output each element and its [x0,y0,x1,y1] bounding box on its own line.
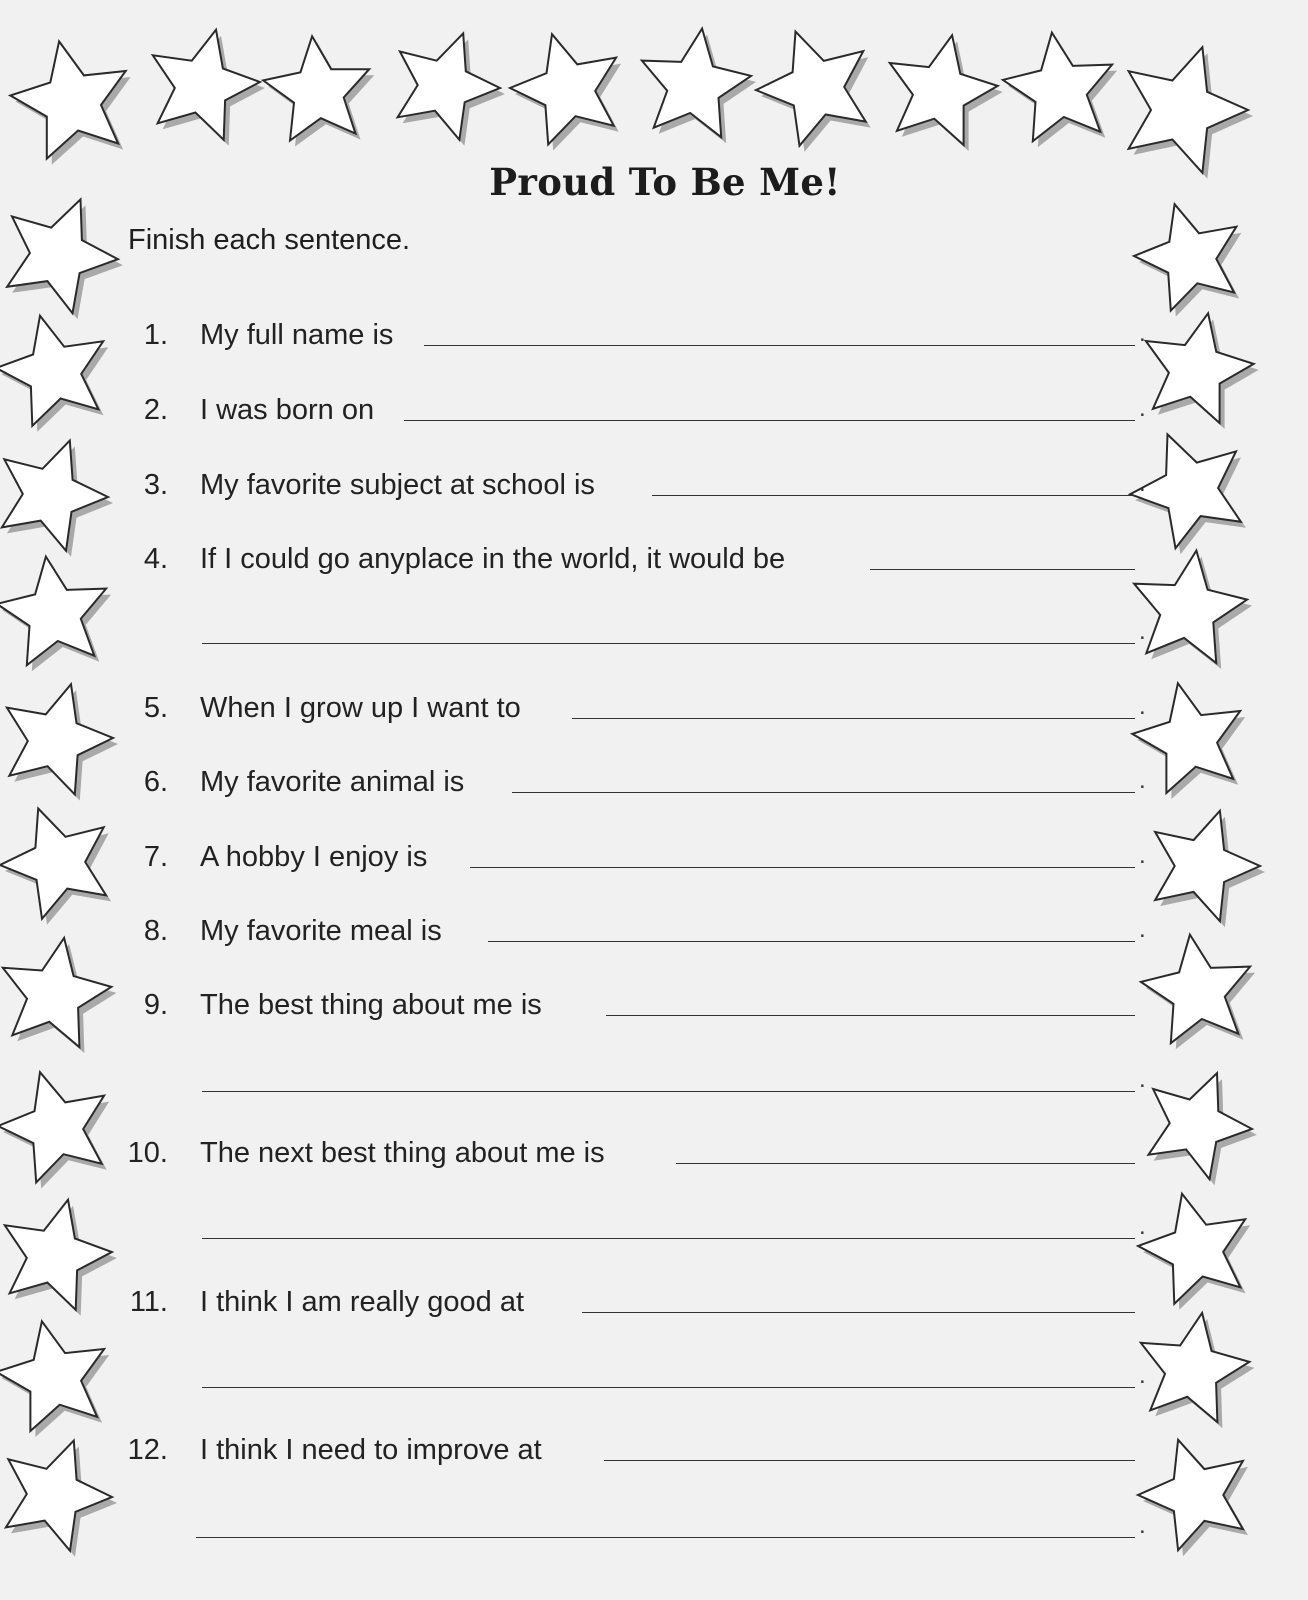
continuation-line [0,614,1308,654]
star-icon [642,29,756,144]
list-item [0,838,1308,878]
answer-line[interactable] [470,867,1135,868]
list-item [0,540,1308,580]
period-mark: . [1139,618,1146,645]
continuation-line [0,1508,1308,1548]
star-icon [10,41,130,164]
list-item [0,763,1308,803]
star-outline [642,29,751,138]
period-mark: . [1139,1213,1146,1240]
answer-line[interactable] [652,495,1135,496]
star-icon [1134,204,1241,316]
answer-line[interactable] [870,569,1135,570]
answer-line[interactable] [202,643,1135,644]
item-number: 5. [143,692,168,724]
item-prompt: My favorite animal is [200,766,465,798]
item-number: 10. [127,1137,168,1169]
answer-line[interactable] [202,1091,1135,1092]
period-mark: . [1139,395,1146,422]
list-item [0,316,1308,356]
answer-line[interactable] [196,1537,1135,1538]
star-outline [7,199,118,313]
period-mark: . [1139,1066,1146,1093]
item-prompt: My favorite subject at school is [200,469,595,501]
continuation-line [0,1062,1308,1102]
item-prompt: My full name is [200,319,394,351]
continuation-line [0,1358,1308,1398]
star-outline [1129,47,1248,173]
item-number: 2. [143,394,168,426]
instruction-text: Finish each sentence. [128,224,411,256]
item-number: 9. [143,989,168,1021]
answer-line[interactable] [424,345,1135,346]
continuation-line [0,1209,1308,1249]
answer-line[interactable] [202,1238,1135,1239]
page-title: Proud To Be Me! [489,160,841,204]
star-icon [890,35,1003,151]
list-item [0,1431,1308,1471]
item-prompt: My favorite meal is [200,915,442,947]
item-prompt: The best thing about me is [200,989,542,1021]
item-prompt: The next best thing about me is [200,1137,605,1169]
item-prompt: A hobby I enjoy is [200,841,428,873]
star-icon [1003,33,1117,148]
answer-line[interactable] [606,1015,1135,1016]
item-number: 4. [143,543,168,575]
star-outline [398,33,500,139]
item-prompt: I think I am really good at [200,1286,524,1318]
period-mark: . [1139,693,1146,720]
item-number: 1. [143,319,168,351]
period-mark: . [1139,320,1146,347]
item-prompt: I was born on [200,394,375,426]
list-item [0,986,1308,1026]
answer-line[interactable] [202,1387,1135,1388]
item-number: 3. [143,469,168,501]
item-number: 7. [143,841,168,873]
item-number: 8. [143,915,168,947]
item-number: 11. [129,1286,168,1318]
star-icon [7,199,123,319]
period-mark: . [1139,767,1146,794]
star-icon [153,30,265,146]
list-item [0,391,1308,431]
answer-line[interactable] [512,792,1135,793]
item-number: 6. [143,766,168,798]
answer-line[interactable] [676,1163,1135,1164]
item-prompt: When I grow up I want to [200,692,521,724]
list-item [0,912,1308,952]
star-icon [398,33,505,145]
answer-line[interactable] [404,420,1135,421]
item-prompt: I think I need to improve at [200,1434,542,1466]
star-icon [756,32,871,152]
item-prompt: If I could go anyplace in the world, it would be [200,543,786,575]
list-item [0,1134,1308,1174]
answer-line[interactable] [488,941,1135,942]
answer-line[interactable] [582,1312,1135,1313]
star-icon [263,36,374,146]
answer-line[interactable] [572,718,1135,719]
period-mark: . [1139,1362,1146,1389]
list-item [0,689,1308,729]
period-mark: . [1139,842,1146,869]
answer-line[interactable] [604,1460,1135,1461]
period-mark: . [1139,470,1146,497]
star-icon [510,34,621,150]
list-item [0,1283,1308,1323]
list-item [0,466,1308,506]
item-number: 12. [127,1434,168,1466]
period-mark: . [1139,916,1146,943]
period-mark: . [1139,1512,1146,1539]
